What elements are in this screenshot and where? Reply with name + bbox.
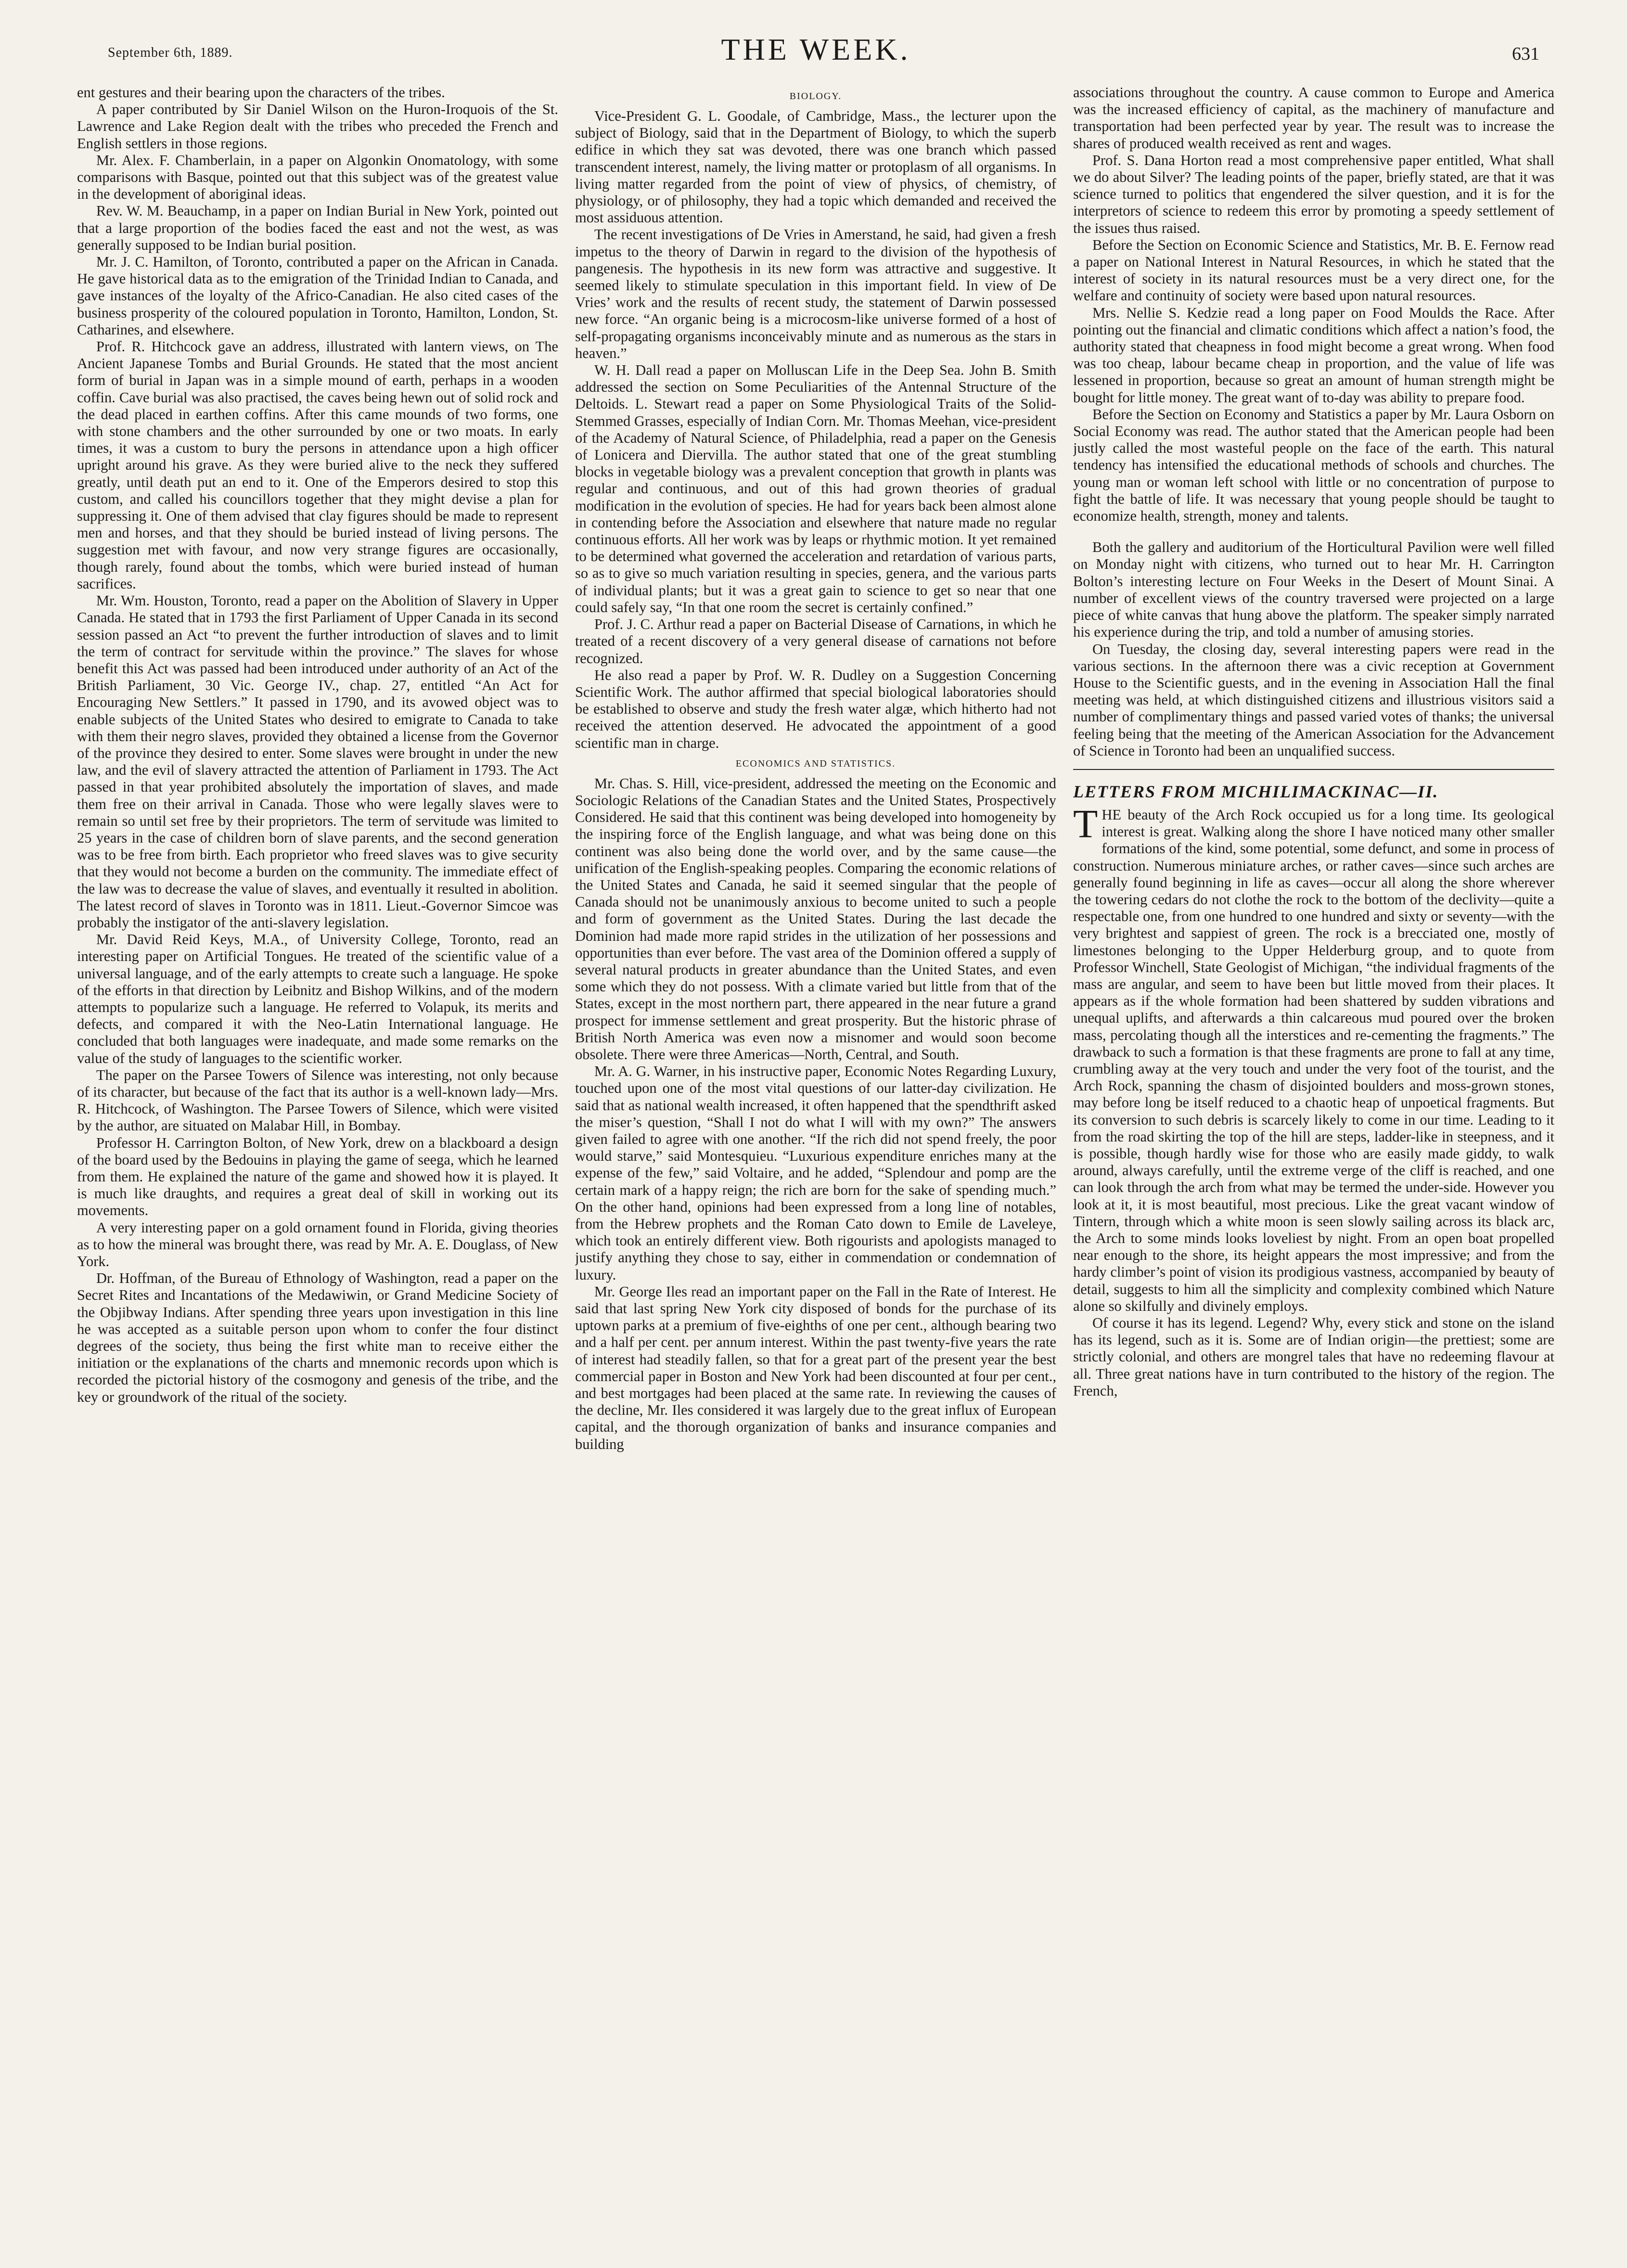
paragraph: Before the Section on Economic Science and Statistics, Mr. B. E. Fernow read a paper on National Interest in Natural Resources, in which he stated that the interest of society in its natural resources must be a very direct one, for the welfare and continuity of society were based upon natural resources. — [1073, 236, 1554, 304]
paragraph: associations throughout the country. A cause common to Europe and America was the increased efficiency of capital, as the machinery of manufacture and transportation had been perfected year by year. The result was to increase the shares of produced wealth received as rent and wages. — [1073, 84, 1554, 152]
paragraph: Mr. George Iles read an important paper on the Fall in the Rate of Interest. He said that last spring New York city disposed of bonds for the purchase of its uptown parks at a premium of five-eighths of one per cent., although bearing two and a half per cent. per annum interest. Within the past twenty-five years the rate of interest had steadily fallen, so that for a great part of the present year the best commercial paper in Boston and New York had been discounted at four per cent., and best mortgages had been placed at the same rate. In reviewing the causes of the decline, Mr. Iles considered it was largely due to the great influx of European capital, and the thorough organization of banks and insurance companies and building — [575, 1283, 1056, 1452]
issue-date: September 6th, 1889. — [108, 45, 233, 60]
divider-rule — [1073, 769, 1554, 770]
paragraph: Of course it has its legend. Legend? Why, every stick and stone on the island has its legend, such as it is. Some are of Indian origin—the prettiest; some are strictly colonial, and others are mongrel tales that have no redeeming flavour at all. Three great nations have in turn contributed to the history of the region. The French, — [1073, 1315, 1554, 1399]
paragraph: Vice-President G. L. Goodale, of Cambridge, Mass., the lecturer upon the subject of Biology, said that in the Department of Biology, to which the superb edifice in which they sat was devoted, there was one branch which passed transcendent interest, namely, the living matter or protoplasm of all organisms. In living matter regarded from the point of view of physics, of chemistry, of physiology, or of philosophy, they had a topic which demanded and received the most assiduous attention. — [575, 108, 1056, 226]
paragraph: A paper contributed by Sir Daniel Wilson on the Huron-Iroquois of the St. Lawrence and Lake Region dealt with the tribes who preceded the French and English settlers in those regions. — [77, 101, 558, 152]
paragraph: Both the gallery and auditorium of the Horticultural Pavilion were well filled on Monday night with citizens, who turned out to hear Mr. H. Carrington Bolton’s interesting lecture on Four Weeks in the Desert of Mount Sinai. A number of excellent views of the country traversed were projected on a large piece of white canvas that hung above the platform. The speaker simply narrated his experience during the trip, and told a number of amusing stories. — [1073, 539, 1554, 641]
column-2 — [575, 84, 1056, 2230]
spacer — [1073, 525, 1554, 539]
paragraph: Prof. S. Dana Horton read a most comprehensive paper entitled, What shall we do about Silver? The leading points of the paper, briefly stated, are that it was science turned to politics that engendered the silver question, and it is for the interpretors of science to redeem this error by promoting a speedy settlement of the issues thus raised. — [1073, 152, 1554, 236]
paragraph: Dr. Hoffman, of the Bureau of Ethnology of Washington, read a paper on the Secret Rites and Incantations of the Medawiwin, or Grand Medicine Society of the Objibway Indians. After spending three years upon investigation in this line he was accepted as a suitable person upon whom to confer the four distinct degrees of the society, thus being the first white man to receive either the initiation or the explanations of the charts and mnemonic records upon which is recorded the pictorial history of the cosmogony and genesis of the tribe, and the key or groundwork of the ritual of the society. — [77, 1270, 558, 1405]
paragraph — [1073, 801, 1554, 1315]
paragraph: Mr. J. C. Hamilton, of Toronto, contributed a paper on the African in Canada. He gave historical data as to the emigration of the Trinidad Indian to Canada, and gave instances of the loyalty of the Africo-Canadian. He also cited cases of the business prosperity of the coloured population in Toronto, Hamilton, London, St. Catharines, and elsewhere. — [77, 254, 558, 338]
paragraph: The recent investigations of De Vries in Amerstand, he said, had given a fresh impetus to the theory of Darwin in regard to the division of the hypothesis of pangenesis. The hypothesis in its new form was attractive and suggestive. It seemed likely to stimulate speculation in this important field. In view of De Vries’ work and the results of recent study, the statement of Darwin possessed new force. “An organic being is a microcosm-like universe formed of a host of self-propagating organisms inconceivably minute and as numerous as the stars in heaven.” — [575, 226, 1056, 361]
page-header — [77, 29, 1555, 87]
section-heading-economics: ECONOMICS AND STATISTICS. — [735, 758, 896, 769]
article-title: LETTERS FROM MICHILIMACKINAC—II. — [1073, 782, 1439, 801]
paragraph: A very interesting paper on a gold ornament found in Florida, giving theories as to how the mineral was brought there, was read by Mr. A. E. Douglass, of New York. — [77, 1219, 558, 1270]
paragraph: Mr. A. G. Warner, in his instructive paper, Economic Notes Regarding Luxury, touched upon one of the most vital questions of our latter-day civilization. He said that as national wealth increased, it often happened that the spendthrift asked the miser’s question, “Shall I not do what I will with my own?” The answers given failed to agree with one another. “If the rich did not spend freely, the poor would starve,” said Montesquieu. “Luxurious expenditure enriches many at the expense of the few,” said Voltaire, and he added, “Splendour and pomp are the certain mark of a happy reign; the rich are born for the sake of spending much.” On the other hand, opinions had been expressed from a long line of notables, from the Hebrew prophets and the Roman Cato down to Emile de Laveleye, which took an entirely different view. Both rigourists and apologists managed to justify anything they chose to say, either in commendation or condemnation of luxury. — [575, 1063, 1056, 1283]
drop-cap: T — [1073, 801, 1098, 846]
paragraph: Prof. R. Hitchcock gave an address, illustrated with lantern views, on The Ancient Japanese Tombs and Burial Grounds. He stated that the most ancient form of burial in Japan was in a simple mound of earth, perhaps in a wooden coffin. Cave burial was also practised, the caves being hewn out of solid rock and the dead placed in earthen coffins. After this came mounds of two forms, one with stone chambers and the other surrounded by one or two moats. In early times, it was a custom to bury the persons in attendance upon a high officer upright around his grave. As they were buried alive to the neck they suffered greatly, until death put an end to it. One of the Emperors desired to stop this custom, and called his councillors together that they might devise a plan for suppressing it. One of them advised that clay figures should be made to represent men and horses, and that they should be buried instead of living persons. The suggestion met with favour, and now very strange figures are occasionally, though rarely, found about the tombs, which were buried instead of human sacrifices. — [77, 338, 558, 592]
paragraph: Mr. Wm. Houston, Toronto, read a paper on the Abolition of Slavery in Upper Canada. He stated that in 1793 the first Parliament of Upper Canada in its second session passed an Act “to prevent the further introduction of slaves and to limit the term of contract for servitude within the province.” The slaves for whose benefit this Act was passed had been introduced under authority of an Act of the British Parliament, 30 Vic. George IV., chap. 27, entitled “An Act for Encouraging New Settlers.” It passed in 1790, and its avowed object was to enable subjects of the United States who desired to emigrate to Canada to take with them their negro slaves, provided they obtained a license from the Governor of the province they desired to enter. Some slaves were brought in under the new law, and the evil of slavery attracted the attention of Parliament in 1793. The Act passed in that year prohibited absolutely the importation of slaves, and made them free on their arrival in Canada. Those who were legally slaves were to remain so until set free by their proprietors. The term of servitude was limited to 25 years in the case of children born of slave parents, and the second generation was to be free from birth. Each proprietor who freed slaves was to give security that they would not become a burden on the community. The immediate effect of the law was to decrease the value of slaves, and eventually it resulted in abolition. The latest record of slaves in Toronto was in 1811. Lieut.-Governor Simcoe was probably the instigator of the anti-slavery legislation. — [77, 592, 558, 931]
paragraph: Prof. J. C. Arthur read a paper on Bacterial Disease of Carnations, in which he treated of a recent discovery of a very general disease of carnations not before recognized. — [575, 616, 1056, 666]
section-heading-biology: BIOLOGY. — [789, 91, 842, 102]
columns — [77, 84, 1555, 2230]
paragraph: The paper on the Parsee Towers of Silence was interesting, not only because of its character, but because of the fact that its author is a well-known lady—Mrs. R. Hitchcock, of Washington. The Parsee Towers of Silence, which were visited by the author, are situated on Malabar Hill, in Bombay. — [77, 1066, 558, 1134]
paragraph: Mr. Chas. S. Hill, vice-president, addressed the meeting on the Economic and Sociologic Relations of the Canadian States and the United States, Prospectively Considered. He said that this continent was being developed into homogeneity by the inspiring force of the English language, and what was being done on this continent was also being done the world over, and by the same cause—the unification of the English-speaking peoples. Comparing the economic relations of the United States and Canada, he said it seemed singular that the people of Canada should not be unanimously anxious to become united to such a people and form of government as the United States. During the last decade the Dominion had made more rapid strides in the utilization of her possessions and opportunities than ever before. The vast area of the Dominion offered a supply of several natural products in greater abundance than the United States, and even some which they do not possess. With a climate varied but little from that of the States, except in the most northern part, there appeared in the near future a grand prospect for immense settlement and great prosperity. But the historic phrase of British North America was even now a misnomer and would soon become obsolete. There were three Americas—North, Central, and South. — [575, 775, 1056, 1063]
page-number: 631 — [1512, 44, 1539, 64]
paragraph: Mrs. Nellie S. Kedzie read a long paper on Food Moulds the Race. After pointing out the financial and climatic conditions which affect a nation’s food, the authority stated that cheapness in food might become a great wrong. When food was too cheap, labour became cheap in proportion, and the value of life was lessened in proportion, because so great an amount of human strength might be bought for little money. The great want of to-day was ability to prepare food. — [1073, 304, 1554, 406]
paragraph-text: HE beauty of the Arch Rock occupied us for a long time. Its geological interest is great. Walking along the shore I have noticed many other smaller formations of the kind, some potential, some defunct, and some in process of construction. Numerous miniature arches, or rather caves—since such arches are generally found beginning in life as caves—occur all along the shore wherever the towering cedars do not clothe the rock to the bottom of the declivity—quite a respectable one, from one hundred to one hundred and sixty or seventy—with the very brightest and sappiest of green. The rock is a brecciated one, mostly of limestones belonging to the Upper Helderburg group, and to quote from Professor Winchell, State Geologist of Michigan, “the individual fragments of the mass are angular, and seem to have been but little moved from their places. It appears as if the whole formation had been shattered by sudden vibrations and unequal uplifts, and afterwards a thin calcareous mud poured over the broken mass, percolating though all the interstices and re-cementing the fragments.” The drawback to such a formation is that these fragments are prone to fall at any time, crumbling away at the very touch and under the very foot of the tourist, and the Arch Rock, spanning the chasm of disjointed boulders and moss-grown stones, may before long be itself reduced to a chaotic heap of unpoetical fragments. But its conversion to such debris is scarcely likely to come in our time. Leading to it from the road skirting the top of the hill are steps, ladder-like in steepness, and it is possible, though hardly wise for those who are easily made giddy, to walk around, always carefully, until the extreme verge of the cliff is reached, and one can look through the arch from what may be termed the under-side. However you look at it, it is most beautiful, most precious. Like the great vacant window of Tintern, through which a white moon is seen slowly sailing across its black arc, the Arch to some minds looks loveliest by night. From an open boat propelled near enough to the shore, its height appears the most impressive; and from the hardy climber’s point of vision its prodigious vastness, accompanied by beauty of detail, suggests to him all the simplicity and complexity combined which Nature alone so skilfully and divinely employs. — [1073, 806, 1554, 1314]
paragraph: On Tuesday, the closing day, several interesting papers were read in the various sections. In the afternoon there was a civic reception at Government House to the Scientific guests, and in the evening in Association Hall the final meeting was held, at which distinguished citizens and illustrious visitors said a number of complimentary things and passed varied votes of thanks; the universal feeling being that the meeting of the American Association for the Advancement of Science in Toronto had been an unqualified success. — [1073, 641, 1554, 759]
paragraph: Professor H. Carrington Bolton, of New York, drew on a blackboard a design of the board used by the Bedouins in playing the game of seega, which he learned from them. He explained the nature of the game and showed how it is played. It is much like draughts, and requires a great deal of skill in working out its movements. — [77, 1134, 558, 1219]
paragraph: He also read a paper by Prof. W. R. Dudley on a Suggestion Concerning Scientific Work. The author affirmed that special biological laboratories should be established to observe and study the fresh water algæ, which hitherto had not received the attention deserved. He advocated the appointment of a good scientific man in charge. — [575, 666, 1056, 751]
masthead-title: THE WEEK. — [721, 32, 911, 66]
paragraph: Mr. Alex. F. Chamberlain, in a paper on Algonkin Onomatology, with some comparisons with Basque, pointed out that this subject was of the greatest value in the development of aboriginal ideas. — [77, 152, 558, 203]
paragraph: W. H. Dall read a paper on Molluscan Life in the Deep Sea. John B. Smith addressed the section on Some Peculiarities of the Antennal Structure of the Deltoids. L. Stewart read a paper on Some Physiological Traits of the Solid-Stemmed Grasses, especially of Indian Corn. Mr. Thomas Meehan, vice-president of the Academy of Natural Science, of Philadelphia, read a paper on the Genesis of Lonicera and Diervilla. The author stated that one of the great stumbling blocks in vegetable biology was a prevalent conception that growth in plants was regular and continuous, and out of this had grown theories of gradual modification in the evolution of species. He had for years back been almost alone in contending before the Association and elsewhere that nature made no regular continuous efforts. All her work was by leaps or rhythmic motion. It yet remained to be determined what governed the acceleration and retardation of various parts, so as to give so much variation resulting in species, genera, and the various parts of individual plants; but it was a great gain to science to get so near that one could safely say, “In that one room the secret is certainly confined.” — [575, 362, 1056, 615]
column-1 — [77, 84, 558, 2230]
column-3 — [1073, 84, 1554, 2230]
paragraph: Before the Section on Economy and Statistics a paper by Mr. Laura Osborn on Social Economy was read. The author stated that the American people had been justly called the most wasteful people on the face of the earth. This natural tendency has intensified the educational methods of schools and churches. The young man or woman left school with little or no concentration of purpose to fight the battle of life. It was necessary that young people should be taught to economize health, strength, money and talents. — [1073, 406, 1554, 525]
paragraph: Rev. W. M. Beauchamp, in a paper on Indian Burial in New York, pointed out that a large proportion of the bodies faced the east and not the west, as was generally supposed to be Indian burial position. — [77, 203, 558, 253]
paragraph: ent gestures and their bearing upon the characters of the tribes. — [77, 84, 445, 101]
paragraph: Mr. David Reid Keys, M.A., of University College, Toronto, read an interesting paper on Artificial Tongues. He treated of the scientific value of a universal language, and of the early attempts to create such a language. He spoke of the efforts in that direction by Leibnitz and Bishop Wilkins, and of the modern attempts to popularize such a language. He referred to Volapuk, its merits and defects, and compared it with the Neo-Latin International language. He concluded that both languages were inadequate, and made some remarks on the value of the study of languages to the scientific worker. — [77, 931, 558, 1066]
